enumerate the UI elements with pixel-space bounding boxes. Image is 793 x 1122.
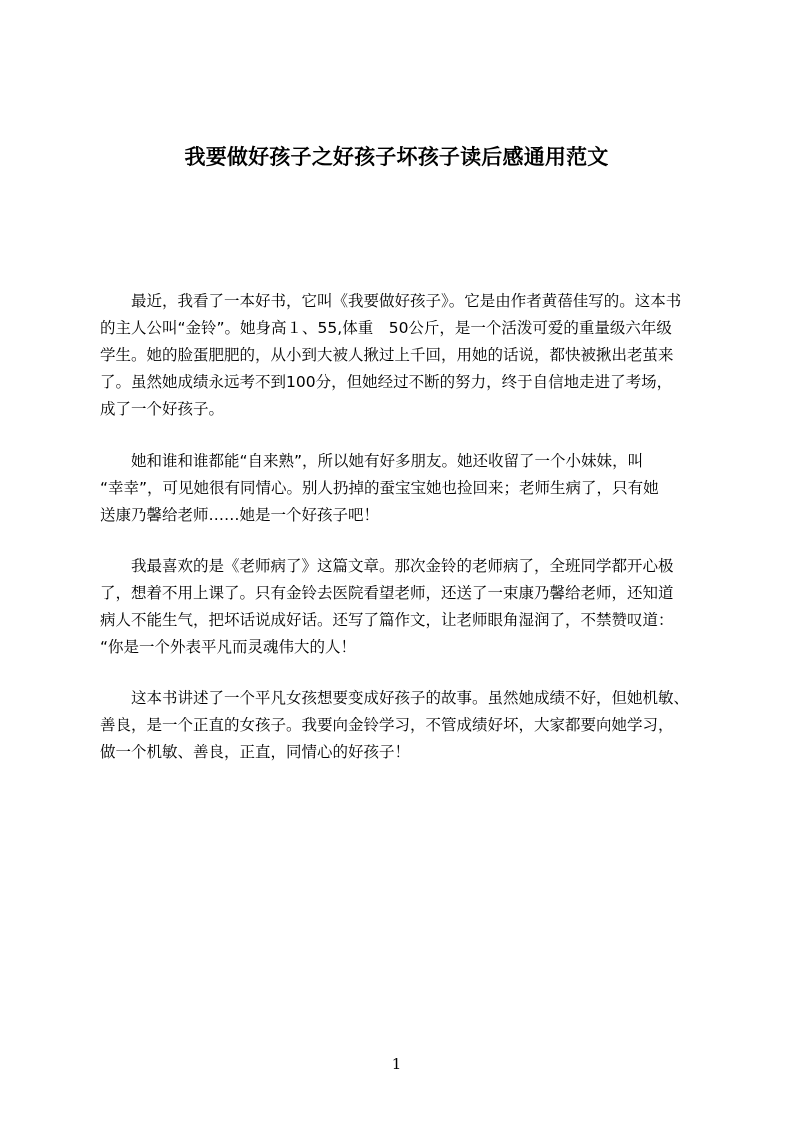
paragraph-4 [100, 685, 700, 766]
paragraph-2 [100, 448, 700, 529]
paragraph-line: 善良，是一个正直的女孩子。我要向金铃学习，不管成绩好坏，大家都要向她学习， [100, 716, 674, 734]
paragraph-3 [100, 553, 700, 661]
paragraph-line: 送康乃馨给老师……她是一个好孩子吧！ [100, 506, 380, 524]
paragraph-line: 了。虽然她成绩永远考不到100分，但她经过不断的努力，终于自信地走进了考场， [100, 373, 673, 391]
paragraph-1 [100, 288, 700, 423]
paragraph-line: “你是一个外表平凡而灵魂伟大的人！ [100, 638, 357, 656]
paragraph-line: 做一个机敏、善良，正直，同情心的好孩子！ [100, 743, 411, 761]
paragraph-line: 我最喜欢的是《老师病了》这篇文章。那次金铃的老师病了，全班同学都开心极 [100, 557, 674, 575]
paragraph-line: 这本书讲述了一个平凡女孩想要变成好孩子的故事。虽然她成绩不好，但她机敏、 [100, 689, 690, 707]
paragraph-line: 她和谁和谁都能“自来熟”，所以她有好多朋友。她还收留了一个小妹妹，叫 [100, 452, 644, 470]
paragraph-line: “幸幸”，可见她很有同情心。别人扔掉的蚕宝宝她也捡回来；老师生病了，只有她 [100, 479, 659, 497]
paragraph-line: 病人不能生气，把坏话说成好话。还写了篇作文，让老师眼角湿润了，不禁赞叹道： [100, 611, 674, 629]
paragraph-line: 学生。她的脸蛋肥肥的，从小到大被人揪过上千回，用她的话说，都快被揪出老茧来 [100, 346, 674, 364]
page-number: 1 [391, 1055, 402, 1073]
paragraph-line: 成了一个好孩子。 [100, 400, 225, 418]
document-title: 我要做好孩子之好孩子坏孩子读后感通用范文 [184, 145, 609, 169]
paragraph-line: 的主人公叫“金铃”。她身高１、55,体重 50公斤，是一个活泼可爱的重量级六年级 [100, 319, 672, 337]
paragraph-line: 最近，我看了一本好书，它叫《我要做好孩子》。它是由作者黄蓓佳写的。这本书 [100, 292, 682, 310]
paragraph-line: 了，想着不用上课了。只有金铃去医院看望老师，还送了一束康乃馨给老师，还知道 [100, 584, 674, 602]
